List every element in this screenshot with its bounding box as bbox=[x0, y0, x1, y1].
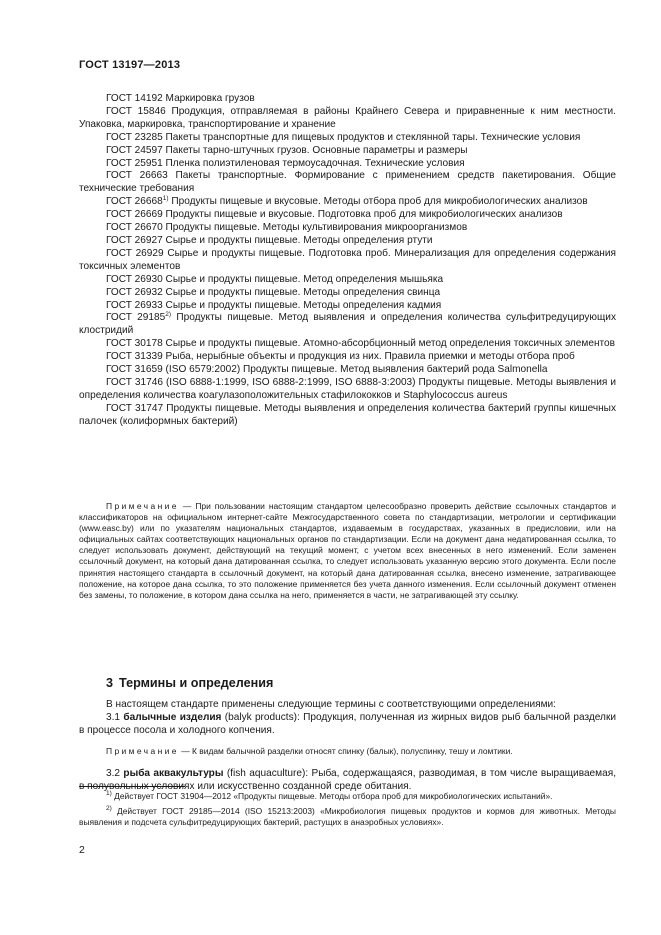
reference-item: ГОСТ 15846 Продукция, отправляемая в районы Крайнего Севера и приравненные к ним местности. Упаковка, маркировка, транспортирование и хранение bbox=[79, 105, 616, 130]
reference-item bbox=[79, 196, 616, 209]
reference-code: ГОСТ 26668 bbox=[106, 196, 163, 208]
footnote-separator bbox=[79, 786, 185, 787]
term-english: (balyk products): bbox=[221, 711, 304, 723]
term-name: балычные изделия bbox=[123, 711, 222, 723]
reference-item: ГОСТ 26929 Сырье и продукты пищевые. Подготовка проб. Минерализация для определения содержания токсичных элементов bbox=[79, 247, 616, 272]
reference-item: ГОСТ 31339 Рыба, нерыбные объекты и продукция из них. Правила приемки и методы отбора проб bbox=[106, 351, 575, 363]
reference-code: ГОСТ 29185 bbox=[106, 312, 166, 324]
section-title: Термины и определения bbox=[119, 676, 274, 690]
term-number: 3.1 bbox=[106, 711, 121, 723]
reference-item: ГОСТ 14192 Маркировка грузов bbox=[106, 93, 255, 104]
footnote-marker: 1) bbox=[162, 195, 169, 203]
reference-item: ГОСТ 31746 (ISO 6888-1:1999, ISO 6888-2:1999, ISO 6888-3:2003) Продукты пищевые. Методы выявления и определения количества коагулазоположительных стафилококков и Staphylococcus aureus bbox=[79, 376, 616, 401]
footnote bbox=[79, 791, 616, 802]
references-note bbox=[79, 501, 616, 601]
reference-item: ГОСТ 26933 Сырье и продукты пищевые. Методы определения кадмия bbox=[106, 299, 442, 311]
footnote-text: Действует ГОСТ 29185—2014 (ISO 15213:2003) «Микробиология пищевых продуктов и кормов для животных. Методы выявления и подсчета сульфитредуцирующих бактерий, растущих в анаэробных условиях». bbox=[79, 806, 616, 828]
reference-item bbox=[79, 312, 616, 338]
reference-item: ГОСТ 26930 Сырье и продукты пищевые. Метод определения мышьяка bbox=[106, 273, 444, 285]
reference-item: ГОСТ 26669 Продукты пищевые и вкусовые. Подготовка проб для микробиологических анализов bbox=[106, 209, 563, 221]
reference-item: ГОСТ 24597 Пакеты тарно-штучных грузов. Основные параметры и размеры bbox=[106, 144, 468, 156]
note-dash: — bbox=[178, 745, 192, 756]
reference-item: ГОСТ 26670 Продукты пищевые. Методы культивирования микроорганизмов bbox=[106, 222, 468, 234]
footnote-marker: 2) bbox=[106, 805, 112, 813]
normative-references-list bbox=[79, 93, 616, 429]
term-text: Продукция, полученная из жирных видов рыб балычной разделки в процессе посола и холодного копчения. bbox=[79, 711, 617, 736]
terms-section bbox=[79, 699, 616, 794]
note-label: Примечание bbox=[106, 745, 179, 756]
reference-item: ГОСТ 25951 Пленка полиэтиленовая термоусадочная. Технические условия bbox=[106, 157, 465, 169]
footnote-text: Действует ГОСТ 31904—2012 «Продукты пищевые. Методы отбора проб для микробиологических испытаний». bbox=[111, 791, 553, 801]
reference-item: ГОСТ 26932 Сырье и продукты пищевые. Методы определения свинца bbox=[106, 286, 441, 298]
note-dash: — bbox=[178, 501, 196, 511]
footnotes bbox=[79, 791, 616, 832]
footnote bbox=[79, 806, 616, 828]
reference-item: ГОСТ 23285 Пакеты транспортные для пищевых продуктов и стеклянной тары. Технические условия bbox=[106, 131, 581, 143]
terms-intro: В настоящем стандарте применены следующие термины с соответствующими определениями: bbox=[106, 699, 556, 710]
page-number: 2 bbox=[79, 844, 85, 856]
term-english: (fish aquaculture): bbox=[223, 767, 312, 779]
note-text: При пользовании настоящим стандартом целесообразно проверить действие ссылочных стандартов и классификаторов на официальном интернет-сайте Межгосударственного совета по стандартизации, метрологии и сертификации (www.easc.by) или по указателям национальных стандартов, издаваемым в государствах, указанных в предисловии, или на официальных сайтах соответствующих национальных органов по стандартизации. Если на документ дана недатированная ссылка, то следует использовать документ, действующий на текущий момент, с учетом всех внесенных в него изменений. Если заменен ссылочный документ, на который дана датированная ссылка, то следует использовать указанную версию этого документа. Если после принятия настоящего стандарта в ссылочный документ, на который дана датированная ссылка, внесено изменение, затрагивающее положение, на которое дана ссылка, то это положение применяется без учета данного изменения. Если ссылочный документ отменен без замены, то положение, в котором дана ссылка на него, применяется в части, не затрагивающей эту ссылку. bbox=[79, 501, 616, 600]
reference-title: Продукты пищевые и вкусовые. Методы отбора проб для микробиологических анализов bbox=[168, 196, 588, 208]
section-number: 3 bbox=[106, 676, 114, 690]
reference-title: Продукты пищевые. Метод выявления и определения количества сульфитредуцирующих клостридий bbox=[79, 312, 616, 337]
note-label: Примечание bbox=[106, 501, 179, 511]
note-text: К видам балычной разделки относят спинку (балык), полуспинку, тешу и ломтики. bbox=[191, 745, 513, 756]
reference-item: ГОСТ 30178 Сырье и продукты пищевые. Атомно-абсорбционный метод определения токсичных элементов bbox=[106, 338, 616, 350]
term-number: 3.2 bbox=[106, 767, 121, 779]
reference-item: ГОСТ 31659 (ISO 6579:2002) Продукты пищевые. Метод выявления бактерий рода Salmonella bbox=[106, 364, 548, 376]
reference-item: ГОСТ 31747 Продукты пищевые. Методы выявления и определения количества бактерий группы кишечных палочек (колиформных бактерий) bbox=[79, 402, 616, 427]
document-header: ГОСТ 13197—2013 bbox=[79, 59, 181, 71]
term-definition bbox=[79, 768, 616, 794]
term-text: Рыба, содержащаяся, разводимая, в том числе выращиваемая, в полувольных условиях или искусственно созданной среде обитания. bbox=[79, 767, 616, 792]
footnote-marker: 2) bbox=[165, 311, 172, 319]
reference-item: ГОСТ 26663 Пакеты транспортные. Формирование с применением средств пакетирования. Общие технические требования bbox=[79, 170, 616, 195]
footnote-marker: 1) bbox=[106, 790, 112, 797]
reference-item: ГОСТ 26927 Сырье и продукты пищевые. Методы определения ртути bbox=[106, 234, 433, 246]
term-definition bbox=[79, 712, 616, 738]
term-note bbox=[79, 746, 616, 757]
section-heading bbox=[106, 676, 273, 690]
term-name: рыба аквакультуры bbox=[123, 767, 224, 779]
